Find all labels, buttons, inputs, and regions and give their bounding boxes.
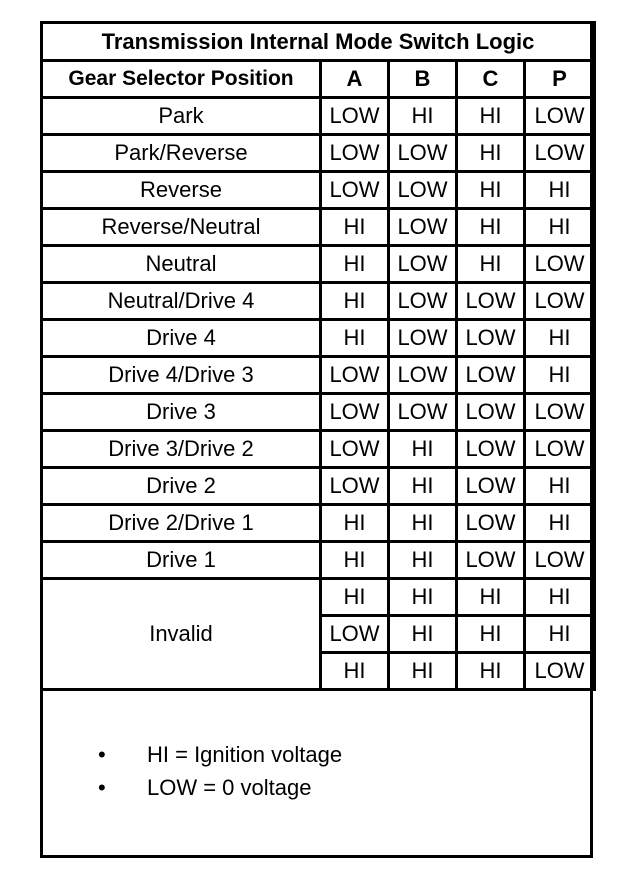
- switch-a-cell: HI: [321, 653, 389, 690]
- switch-b-cell: LOW: [389, 320, 457, 357]
- switch-a-cell: LOW: [321, 468, 389, 505]
- switch-a-cell: LOW: [321, 172, 389, 209]
- gear-position-cell: Reverse/Neutral: [42, 209, 321, 246]
- switch-p-cell: LOW: [525, 431, 595, 468]
- switch-b-cell: LOW: [389, 357, 457, 394]
- switch-p-cell: LOW: [525, 653, 595, 690]
- switch-p-cell: LOW: [525, 542, 595, 579]
- switch-a-cell: HI: [321, 542, 389, 579]
- switch-a-cell: HI: [321, 283, 389, 320]
- table-row: [42, 209, 595, 246]
- switch-b-cell: HI: [389, 616, 457, 653]
- switch-b-cell: HI: [389, 98, 457, 135]
- header-b: B: [389, 61, 457, 98]
- title-row: [42, 23, 595, 61]
- table-row: [42, 246, 595, 283]
- switch-a-cell: HI: [321, 246, 389, 283]
- header-row: [42, 61, 595, 98]
- switch-c-cell: LOW: [457, 320, 525, 357]
- switch-p-cell: HI: [525, 172, 595, 209]
- switch-p-cell: LOW: [525, 283, 595, 320]
- gear-position-cell: Park: [42, 98, 321, 135]
- switch-a-cell: LOW: [321, 616, 389, 653]
- header-gear-selector-position: Gear Selector Position: [42, 61, 321, 98]
- switch-a-cell: LOW: [321, 135, 389, 172]
- switch-b-cell: HI: [389, 505, 457, 542]
- gear-position-cell: Neutral/Drive 4: [42, 283, 321, 320]
- switch-b-cell: LOW: [389, 394, 457, 431]
- header-a: A: [321, 61, 389, 98]
- table-title: Transmission Internal Mode Switch Logic: [42, 23, 595, 61]
- switch-b-cell: LOW: [389, 283, 457, 320]
- switch-b-cell: HI: [389, 431, 457, 468]
- table-row: [42, 468, 595, 505]
- switch-a-cell: LOW: [321, 357, 389, 394]
- gear-position-cell: Drive 3/Drive 2: [42, 431, 321, 468]
- switch-c-cell: HI: [457, 246, 525, 283]
- legend-text: HI = Ignition voltage: [147, 742, 343, 767]
- switch-c-cell: LOW: [457, 394, 525, 431]
- switch-c-cell: LOW: [457, 283, 525, 320]
- switch-p-cell: LOW: [525, 394, 595, 431]
- table-row: [42, 283, 595, 320]
- switch-p-cell: LOW: [525, 246, 595, 283]
- switch-a-cell: HI: [321, 209, 389, 246]
- legend-item: [43, 775, 590, 808]
- invalid-label-cell: Invalid: [42, 579, 321, 690]
- table-row: [42, 431, 595, 468]
- switch-p-cell: LOW: [525, 135, 595, 172]
- switch-c-cell: HI: [457, 98, 525, 135]
- table-row: [42, 135, 595, 172]
- switch-c-cell: HI: [457, 616, 525, 653]
- switch-c-cell: HI: [457, 653, 525, 690]
- switch-c-cell: HI: [457, 579, 525, 616]
- legend-notes: [43, 742, 590, 808]
- switch-b-cell: HI: [389, 468, 457, 505]
- switch-b-cell: HI: [389, 653, 457, 690]
- switch-c-cell: HI: [457, 172, 525, 209]
- switch-a-cell: LOW: [321, 431, 389, 468]
- switch-p-cell: HI: [525, 468, 595, 505]
- switch-a-cell: HI: [321, 320, 389, 357]
- gear-position-cell: Park/Reverse: [42, 135, 321, 172]
- table-row-invalid: [42, 579, 595, 616]
- switch-a-cell: LOW: [321, 394, 389, 431]
- bullet-icon: •: [98, 742, 106, 767]
- table-row: [42, 98, 595, 135]
- switch-p-cell: HI: [525, 579, 595, 616]
- switch-b-cell: LOW: [389, 135, 457, 172]
- switch-c-cell: LOW: [457, 542, 525, 579]
- switch-a-cell: LOW: [321, 98, 389, 135]
- table-row: [42, 320, 595, 357]
- gear-position-cell: Drive 4/Drive 3: [42, 357, 321, 394]
- gear-position-cell: Drive 1: [42, 542, 321, 579]
- mode-switch-logic-table: [40, 21, 596, 691]
- switch-c-cell: LOW: [457, 431, 525, 468]
- switch-p-cell: HI: [525, 209, 595, 246]
- switch-c-cell: LOW: [457, 468, 525, 505]
- switch-a-cell: HI: [321, 505, 389, 542]
- switch-p-cell: HI: [525, 505, 595, 542]
- switch-c-cell: HI: [457, 209, 525, 246]
- table-row: [42, 542, 595, 579]
- gear-position-cell: Reverse: [42, 172, 321, 209]
- gear-position-cell: Drive 3: [42, 394, 321, 431]
- table-row: [42, 357, 595, 394]
- legend-item: [43, 742, 590, 775]
- bullet-icon: •: [98, 775, 106, 800]
- table-row: [42, 505, 595, 542]
- gear-position-cell: Drive 2/Drive 1: [42, 505, 321, 542]
- switch-b-cell: LOW: [389, 209, 457, 246]
- switch-b-cell: HI: [389, 542, 457, 579]
- switch-c-cell: LOW: [457, 357, 525, 394]
- table-body: [42, 98, 595, 690]
- switch-p-cell: LOW: [525, 98, 595, 135]
- gear-position-cell: Neutral: [42, 246, 321, 283]
- legend-text: LOW = 0 voltage: [147, 775, 312, 800]
- header-c: C: [457, 61, 525, 98]
- header-p: P: [525, 61, 595, 98]
- switch-b-cell: HI: [389, 579, 457, 616]
- gear-position-cell: Drive 4: [42, 320, 321, 357]
- switch-b-cell: LOW: [389, 246, 457, 283]
- table-row: [42, 394, 595, 431]
- switch-c-cell: HI: [457, 135, 525, 172]
- switch-b-cell: LOW: [389, 172, 457, 209]
- switch-p-cell: HI: [525, 616, 595, 653]
- table-row: [42, 172, 595, 209]
- switch-c-cell: LOW: [457, 505, 525, 542]
- gear-position-cell: Drive 2: [42, 468, 321, 505]
- switch-p-cell: HI: [525, 320, 595, 357]
- switch-p-cell: HI: [525, 357, 595, 394]
- switch-a-cell: HI: [321, 579, 389, 616]
